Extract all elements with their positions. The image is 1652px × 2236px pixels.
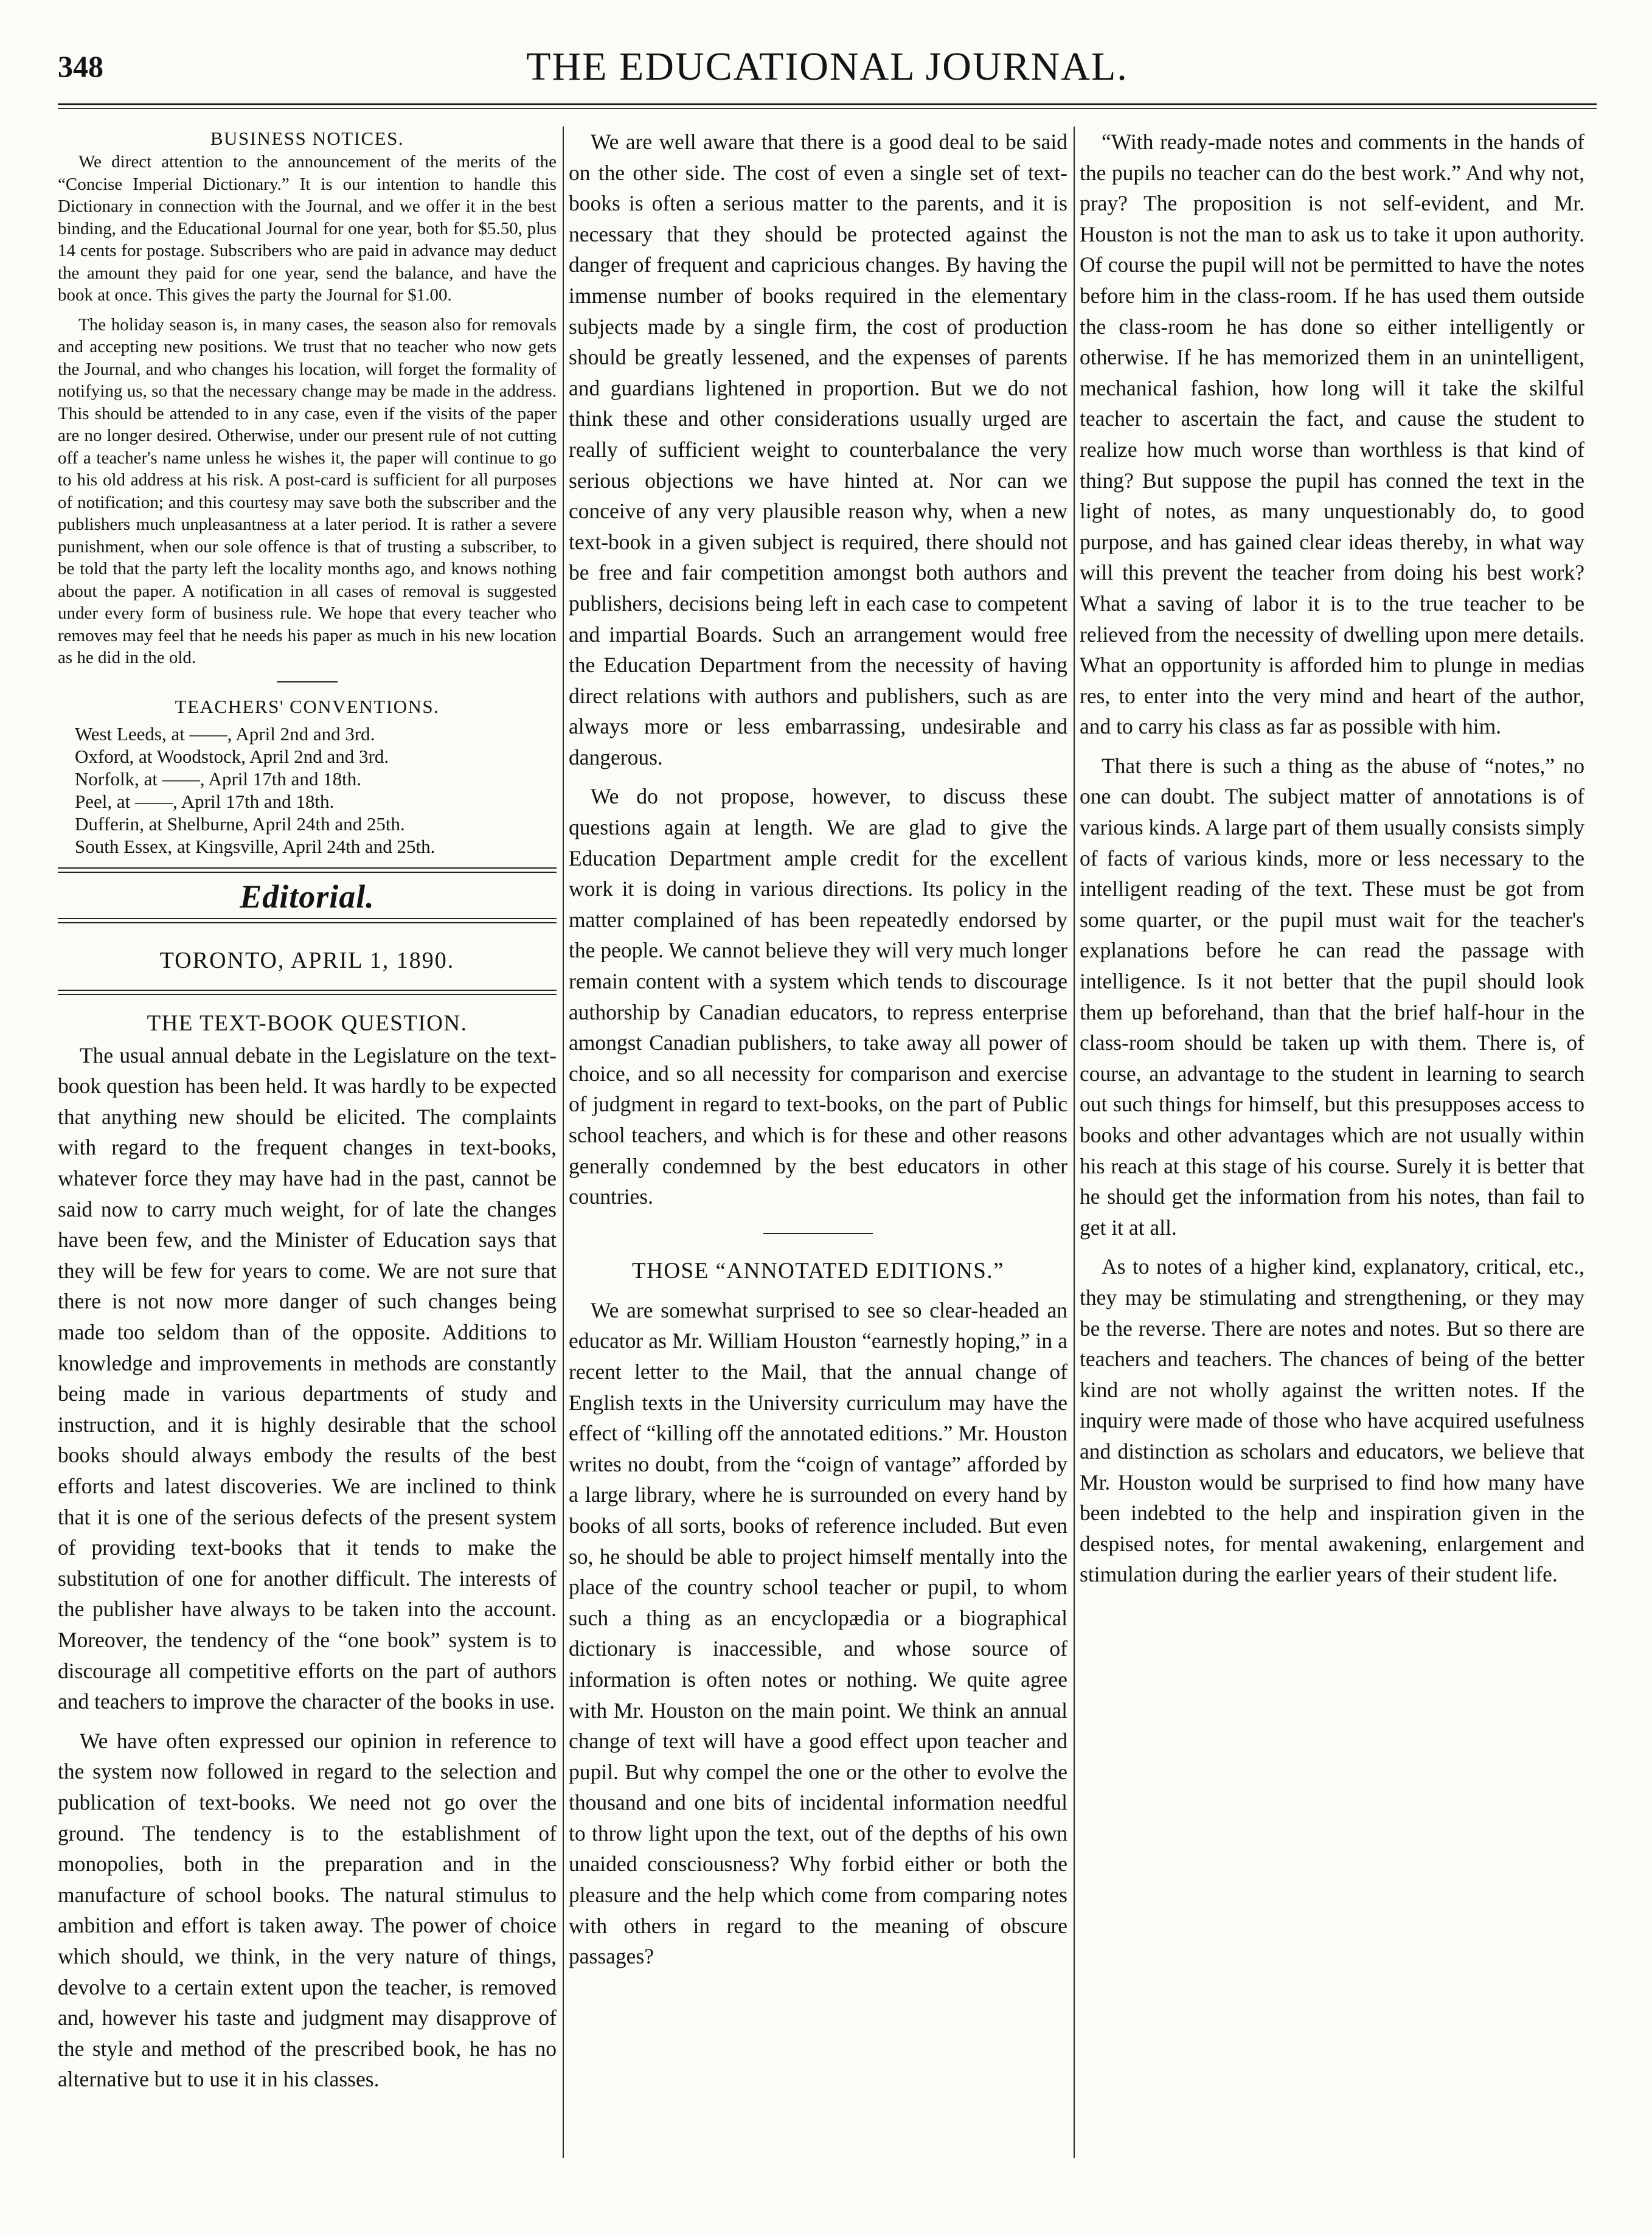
business-notices [58,151,557,669]
text-book-question-heading: THE TEXT-BOOK QUESTION. [147,1010,468,1036]
text-book-paragraph-2: We have often expressed our opinion in reference to the system now followed in regard to the selection and publication of text-books. We need not go over the ground. The tendency is to the establishment of monopolies, both in the preparation and in the manufacture of school books. The natural stimulus to ambition and effort is taken away. The power of choice which should, we think, in the very nature of things, devolve to a certain extent upon the teacher, is removed and, however his taste and judgment may disapprove of the style and method of the prescribed book, he has no alternative but to use it in his classes. [58,1728,557,2092]
article-divider [763,1233,873,1234]
annotated-paragraph-3: That there is such a thing as the abuse of “notes,” no one can doubt. The subject matter of annotations is of various kinds. A large part of them usually consists simply of facts of various kinds, more or less necessary to the intelligent reading of the text. These must be got from some quarter, or the pupil must wait for the teacher's explanations before he can read the passage with intelligence. Is it not better that the pupil should look them up beforehand, than that the brief half-hour in the class-room should be taken up with them. There is, of course, an advantage to the student in learning to search out such things for himself, but this presupposes access to books and other advantages which are not usually within his reach at this stage of his course. Surely it is better that he should get the information from his notes, than fail to get it at all. [1080,753,1584,1240]
section-divider [277,681,338,682]
convention-item: West Leeds, at ——, April 2nd and 3rd. [75,723,375,745]
convention-item: Oxford, at Woodstock, April 2nd and 3rd. [75,745,389,767]
annotated-paragraph-4: As to notes of a higher kind, explanatory, critical, etc., they may be stimulating and strengthening, or they may be the reverse. There are notes and notes. But so there are teachers and teachers. The chances of being of the better kind are not wholly against the written notes. If the inquiry were made of those who have acquired usefulness and distinction as scholars and educators, we believe that Mr. Houston would be surprised to find how many have been indebted to the help and inspiration given in the despised notes, for mental awakening, enlargement and stimulation during the earlier years of their student life. [1080,1254,1584,1587]
dateline: TORONTO, APRIL 1, 1890. [159,948,455,974]
header-rule-thick [58,103,1597,105]
annotated-paragraph-1: We are somewhat surprised to see so clear-headed an educator as Mr. William Houston “earnestly hoping,” in a recent letter to the Mail, that the annual change of English texts in the University curriculum may have the effect of “killing off the annotated editions.” Mr. Houston writes no doubt, from the “coign of vantage” afforded by a large library, where he is surrounded on every hand by books of all sorts, books of reference included. But even so, he should be able to project himself mentally into the place of the country school teacher or pupil, to whom such a thing as an encyclopædia or a biographical dictionary is inaccessible, and whose source of information is often notes or nothing. We quite agree with Mr. Houston on the main point. We think an annual change of text will have a good effect upon teacher and pupil. But why compel the one or the other to evolve the thousand and one bits of incidental information needful to throw light upon the text, out of the depths of his own unaided consciousness? Why forbid either or both the pleasure and the help which come from comparing notes with others in regard to the meaning of obscure passages? [569,1297,1067,1969]
conventions-list [58,723,557,858]
column-rule-right [1074,127,1075,2158]
column-3 [1080,127,1584,1590]
convention-item: Dufferin, at Shelburne, April 24th and 25th. [75,813,405,835]
business-paragraph-1: We direct attention to the announcement of the merits of the “Concise Imperial Dictionary.” It is our intention to handle this Dictionary in connection with the Journal, and we offer it in the best binding, and the Educational Journal for one year, both for $5.50, plus 14 cents for postage. Subscribers who are paid in advance may deduct the amount they paid for one year, send the balance, and have the book at once. This gives the party the Journal for $1.00. [58,152,557,305]
running-title: THE EDUCATIONAL JOURNAL. [526,44,1128,89]
page-header [58,44,1597,99]
header-rule-thin [58,108,1597,109]
annotated-editions-heading: THOSE “ANNOTATED EDITIONS.” [632,1258,1004,1283]
dateline-rule [58,990,557,995]
column-rule-left [563,127,564,2158]
column-1 [58,127,557,2095]
text-book-paragraph-4: We do not propose, however, to discuss these questions again at length. We are glad to give the Education Department ample credit for the excellent work it is doing in various directions. Its policy in the matter complained of has been repeatedly endorsed by the people. We cannot believe they will very much longer remain content with a system which tends to discourage authorship by Canadian educators, to repress enterprise amongst Canadian publishers, to take away all power of choice, and so all necessity for comparison and exercise of judgment in regard to text-books, on the part of Public school teachers, and which is for these and other reasons generally condemned by the best educators in other countries. [569,784,1067,1209]
editorial-bottom-rule [58,918,557,923]
convention-item: South Essex, at Kingsville, April 24th and 25th. [75,835,436,857]
editorial-top-rule [58,867,557,873]
business-paragraph-2: The holiday season is, in many cases, the season also for removals and accepting new positions. We trust that no teacher who now gets the Journal, and who changes his location, will forget the formality of notifying us, so that the necessary change may be made in the address. This should be attended to in any case, even if the visits of the paper are no longer desired. Otherwise, under our present rule of not cutting off a teacher's name unless he wishes it, the paper will continue to go to his old address at his risk. A post-card is sufficient for all purposes of notification; and this courtesy may save both the subscriber and the publishers much unpleasantness at a later period. It is rather a severe punishment, when our sole offence is that of trusting a subscriber, to be told that the party left the locality months ago, and knows nothing about the paper. A notification in all cases of removal is suggested under every form of business rule. We hope that every teacher who removes may feel that he needs his paper as much in his new location as he did in the old. [58,314,557,667]
text-book-paragraph-1: The usual annual debate in the Legislature on the text-book question has been held. It was hardly to be expected that anything new should be elicited. The complaints with regard to the frequent changes in text-books, whatever force they may have had in the past, cannot be said now to carry much weight, for of late the changes have been few, and the Minister of Education says that they will be few for years to come. We are not sure that there is not now more danger of such changes being made too seldom than of the opposite. Additions to knowledge and improvements in methods are constantly being made in various departments of study and instruction, and it is highly desirable that the school books should always embody the results of the best efforts and latest discoveries. We are inclined to think that it is one of the serious defects of the present system of providing text-books that it tends to make the substitution of one for another difficult. The interests of the publisher have always to be taken into the account. Moreover, the tendency of the “one book” system is to discourage all competitive efforts on the part of authors and teachers to improve the character of the books in use. [58,1043,557,1714]
conventions-heading: TEACHERS' CONVENTIONS. [175,695,440,717]
business-notices-heading: BUSINESS NOTICES. [210,128,404,149]
editorial-label: Editorial. [240,878,375,915]
annotated-paragraph-2: “With ready-made notes and comments in the hands of the pupils no teacher can do the best work.” And why not, pray? The proposition is not self-evident, and Mr. Houston is not the man to ask us to take it upon authority. Of course the pupil will not be permitted to have the notes before him in the class-room. If he has used them outside the class-room he has done so either intelligently or otherwise. If he has memorized them in an unintelligent, mechanical fashion, how long will it take the skilful teacher to ascertain the fact, and cause the student to realize how much worse than worthless is that kind of thing? But suppose the pupil has conned the text in the light of notes, as many unquestionably do, to good purpose, and has gained clear ideas thereby, in what way will this prevent the teacher from doing his best work? What a saving of labor it is to the true teacher to be relieved from the necessity of dwelling upon mere details. What an opportunity is afforded him to plunge in medias res, to enter into the very mind and heart of the author, and to carry his class as far as possible with him. [1080,130,1584,739]
text-book-paragraph-3: We are well aware that there is a good deal to be said on the other side. The cost of even a single set of text-books is often a serious matter to the parents, and it is necessary that they should be protected against the danger of frequent and capricious changes. By having the immense number of books required in the elementary subjects made by a single firm, the cost of production should be greatly lessened, and the expenses of parents and guardians lightened in proportion. But we do not think these and other considerations usually urged are really of sufficient weight to counterbalance the very serious objections we have hinted at. Nor can we conceive of any very plausible reason why, when a new text-book in a given subject is required, there should not be free and fair competition amongst both authors and publishers, decisions being left in each case to competent and impartial Boards. Such an arrangement would free the Education Department from the necessity of having direct relations with authors and publishers, such as are always more or less embarrassing, undesirable and dangerous. [569,130,1067,769]
convention-item: Peel, at ——, April 17th and 18th. [75,790,335,812]
column-2 [569,127,1067,1972]
page-number: 348 [58,49,103,83]
convention-item: Norfolk, at ——, April 17th and 18th. [75,768,361,790]
